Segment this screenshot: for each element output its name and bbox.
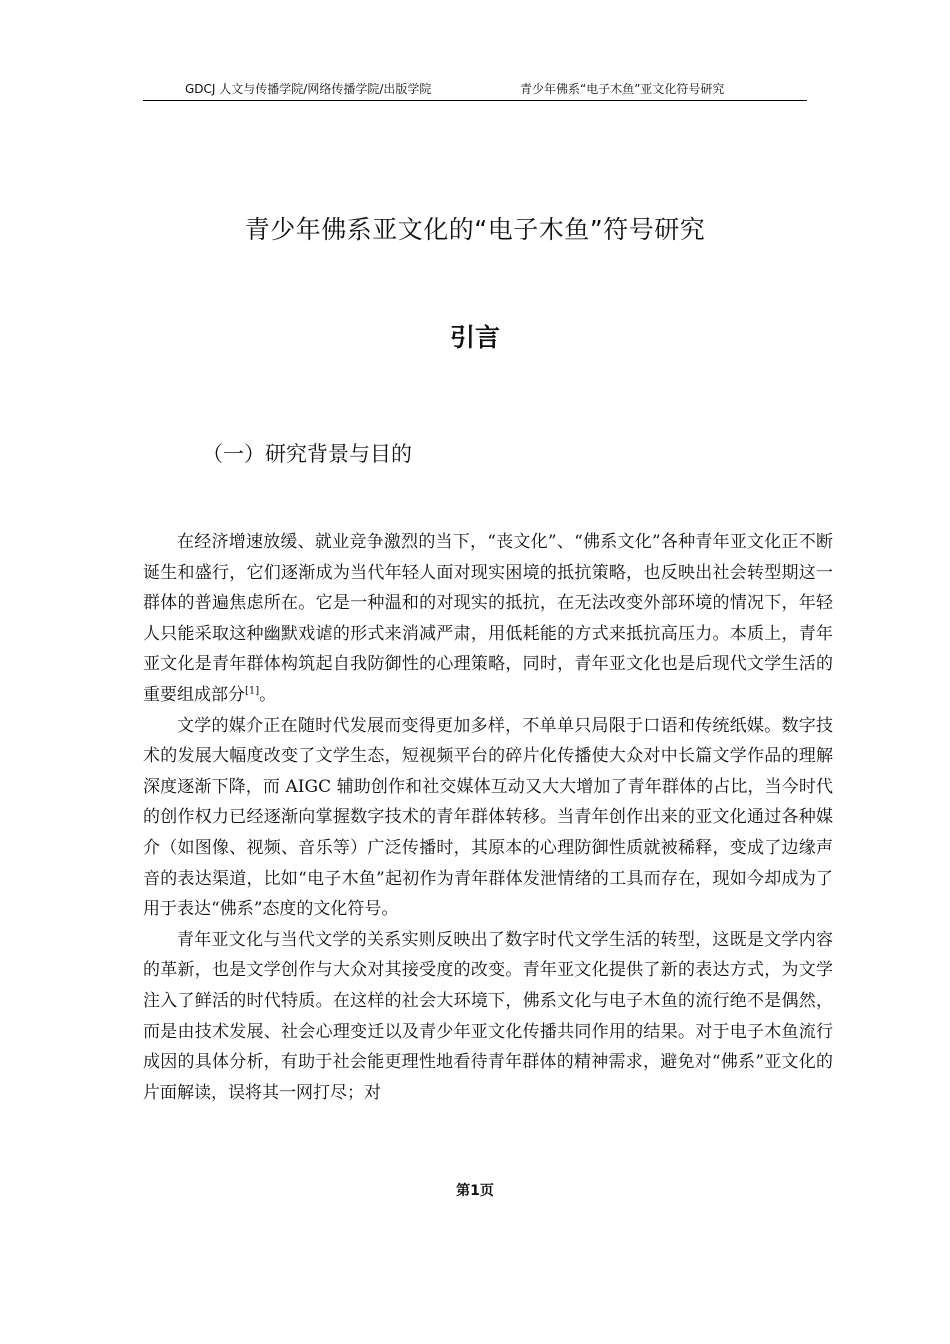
paragraph-3: 青年亚文化与当代文学的关系实则反映出了数字时代文学生活的转型，这既是文学内容的革新，也是文学创作与大众对其接受度的改变。青年亚文化提供了新的表达方式，为文学注入了鲜活的时代特质。在这样的社会大环境下，佛系文化与电子木鱼的流行绝不是偶然，而是由技术发展、社会心理变迁以及青少年亚文化传播共同作用的结果。对于电子木鱼流行成因的具体分析，有助于社会能更理性地看待青年群体的精神需求，避免对“佛系”亚文化的片面解读，误将其一网打尽；对 xyxy=(143,929,833,1103)
intro-heading: 引言 xyxy=(449,323,500,352)
citation-marker: [1] xyxy=(245,685,260,697)
header-running-title: 青少年佛系“电子木鱼”亚文化符号研究 xyxy=(520,82,725,96)
page-number: 第1页 xyxy=(456,1183,494,1199)
paragraph-1-text: 在经济增速放缓、就业竞争激烈的当下，“丧文化”、“佛系文化”各种青年亚文化正不断诞生和盛行，它们逐渐成为当代年轻人面对现实困境的抵抗策略，也反映出社会转型期这一群体的普遍焦虑所在。它是一种温和的对现实的抵抗，在无法改变外部环境的情况下，年轻人只能采取这种幽默戏谑的形式来消减严肃，用低耗能的方式来抵抗高压力。本质上，青年亚文化是青年群体构筑起自我防御性的心理策略，同时，青年亚文化也是后现代文学生活的重要组成部分 xyxy=(143,532,833,705)
paper-title: 青少年佛系亚文化的“电子木鱼”符号研究 xyxy=(244,215,706,244)
header-institution: GDCJ 人文与传播学院/网络传播学院/出版学院 xyxy=(185,82,432,96)
section-heading: （一）研究背景与目的 xyxy=(202,442,412,466)
paragraph-2: 文学的媒介正在随时代发展而变得更加多样，不单单只局限于口语和传统纸媒。数字技术的发展大幅度改变了文学生态，短视频平台的碎片化传播使大众对中长篇文学作品的理解深度逐渐下降，而 AIGC 辅助创作和社交媒体互动又大大增加了青年群体的占比，当今时代的创作权力已经逐渐向掌握数字技术的青年群体转移。当青年创作出来的亚文化通过各种媒介（如图像、视频、音乐等）广泛传播时，其原本的心理防御性质就被稀释，变成了边缘声音的表达渠道，比如“电子木鱼”起初作为青年群体发泄情绪的工具而存在，现如今却成为了用于表达“佛系”态度的文化符号。 xyxy=(143,715,833,920)
body-text xyxy=(143,527,833,1108)
page-header xyxy=(143,78,807,101)
paragraph-1 xyxy=(143,527,833,711)
paragraph-1-end: 。 xyxy=(259,684,277,705)
